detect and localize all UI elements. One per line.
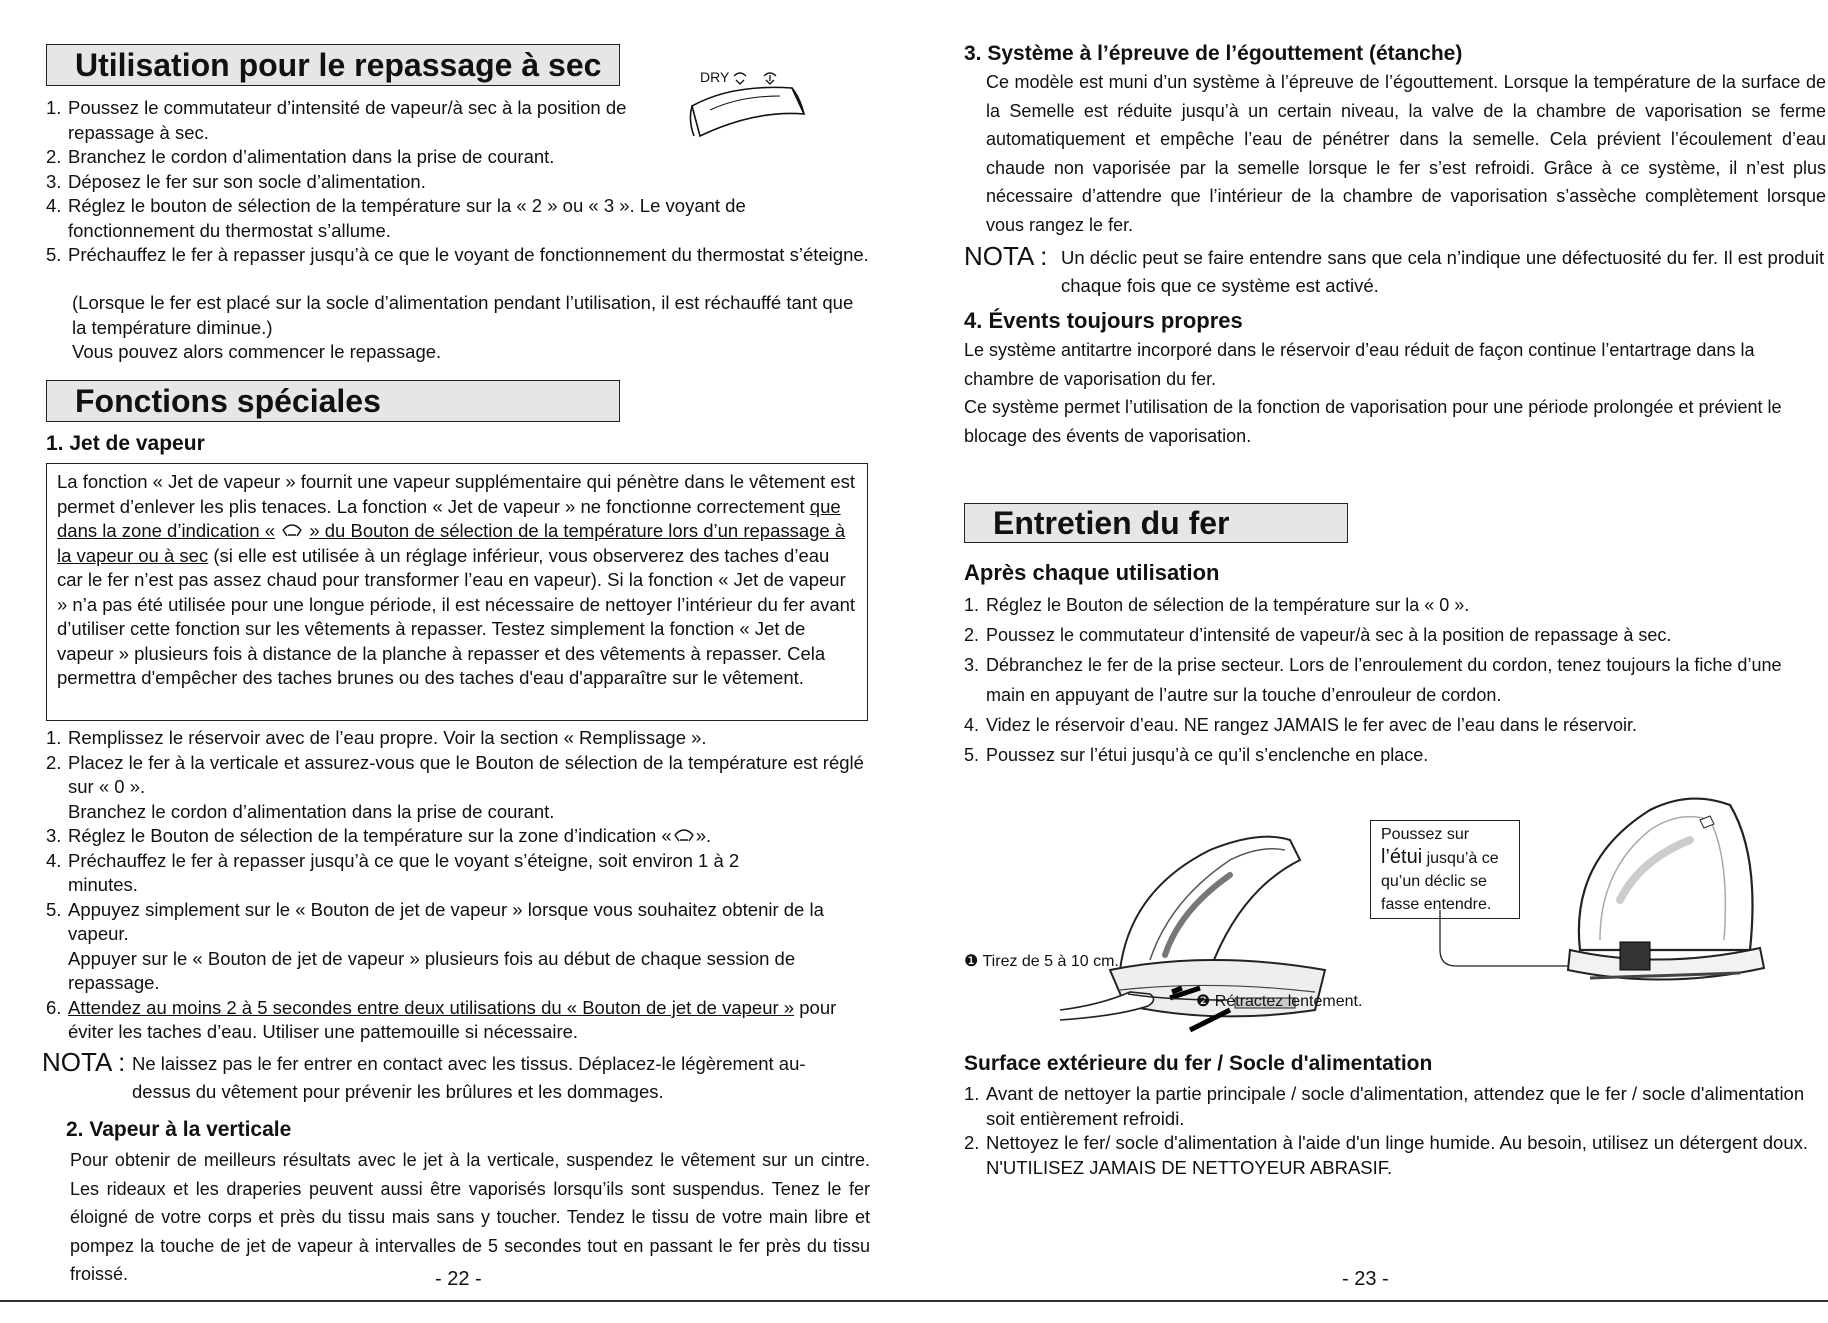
- callout-box: Poussez sur l’étui jusqu’à ce qu’un déclic se fasse entendre.: [1370, 820, 1520, 919]
- subheading-after-use: Après chaque utilisation: [964, 560, 1220, 585]
- list-item: 2. Branchez le cordon d’alimentation dans la prise de courant.: [46, 146, 555, 167]
- dry-dial-illustration: [680, 66, 820, 146]
- nota-label: NOTA :: [964, 241, 1048, 271]
- after-use-steps: [964, 590, 1824, 770]
- list-item: 4. Préchauffez le fer à repasser jusqu’à ce que le voyant s’éteigne, soit environ 1 à 2 minutes.: [46, 849, 740, 895]
- page-right: [950, 0, 1828, 1323]
- list-item: 1. Remplissez le réservoir avec de l’eau propre. Voir la section « Remplissage ».: [46, 727, 707, 748]
- subheading-drip-system: 3. Système à l’épreuve de l’égouttement (étanche): [964, 42, 1463, 65]
- dry-label: DRY: [700, 69, 730, 85]
- page-number-right: - 23 -: [1342, 1268, 1389, 1290]
- list-item: 2. Poussez le commutateur d’intensité de vapeur/à sec à la position de repassage à sec.: [964, 625, 1672, 645]
- list-item: 5. Poussez sur l’étui jusqu’à ce qu’il s’enclenche en place.: [964, 745, 1429, 765]
- vertical-steam-text: Pour obtenir de meilleurs résultats avec le jet à la verticale, suspendez le vêtement sur un cintre. Les rideaux et les draperies peuvent aussi être vaporisés lorsqu’ils sont suspendus. Tenez le fer éloigné de votre corps et près du tissu mais sans y toucher. Tendez le tissu de votre main libre et pompez la touche de jet de vapeur à intervalles de 5 secondes tout en passant le fer près du tissu froissé.: [70, 1150, 870, 1284]
- exterior-steps: [964, 1082, 1824, 1180]
- subheading-exterior: Surface extérieure du fer / Socle d'alimentation: [964, 1052, 1433, 1075]
- list-item: 3. Réglez le Bouton de sélection de la température sur la zone d’indication « ».: [46, 825, 712, 846]
- steam-zone-icon: [280, 523, 304, 539]
- list-item: 2. Nettoyez le fer/ socle d'alimentation à l'aide d'un linge humide. Au besoin, utilisez un détergent doux. N'UTILISEZ JAMAIS DE NETTOYEUR ABRASIF.: [964, 1132, 1809, 1178]
- drip-system-text: Ce modèle est muni d’un système à l’épreuve de l’égouttement. Lorsque la température de la surface de la Semelle est réduite jusqu’à un certain niveau, la valve de la chambre de vaporisation se ferme automatiquement et empêche l’eau de pénétrer dans la semelle. Cela prévient l’écoulement d’eau chaude non vaporisée par la semelle lorsque le fer s’est refroidi. Grâce à ce système, il n’est plus nécessaire d’attendre que l’intérieur de la chambre de vaporisation s’assèche complètement lorsque vous rangez le fer.: [986, 72, 1826, 235]
- list-item: 5. Préchauffez le fer à repasser jusqu’à ce que le voyant de fonctionnement du thermostat s’éteigne.: [46, 244, 869, 265]
- nota-text: Un déclic peut se faire entendre sans que cela n’indique une défectuosité du fer. Il est produit chaque fois que ce système est activé.: [1061, 247, 1825, 296]
- nota-left: [42, 1047, 862, 1106]
- list-item: 4. Videz le réservoir d’eau. NE rangez JAMAIS le fer avec de l’eau dans le réservoir.: [964, 715, 1637, 735]
- subheading-vertical: 2. Vapeur à la verticale: [66, 1118, 292, 1141]
- list-item: 3. Déposez le fer sur son socle d’alimentation.: [46, 170, 426, 192]
- bottom-border: [0, 1300, 1828, 1302]
- dry-steps-list: [46, 96, 869, 268]
- list-item: 1. Réglez le Bouton de sélection de la température sur la « 0 ».: [964, 595, 1470, 615]
- jet-steps-list: [46, 726, 866, 1045]
- list-item: 1. Poussez le commutateur d’intensité de vapeur/à sec à la position de repassage à sec.: [46, 97, 627, 143]
- page-number-left: - 22 -: [435, 1268, 482, 1290]
- list-item: 1. Avant de nettoyer la partie principale / socle d'alimentation, attendez que le fer / socle d'alimentation soit entièrement refroidi.: [964, 1083, 1805, 1129]
- jet-info-box: La fonction « Jet de vapeur » fournit une vapeur supplémentaire qui pénètre dans le vêtement est permet d’enlever les plis tenaces. La fonction « Jet de vapeur » ne fonctionne correctement que dans la zone d’indication « » du Bouton de sélection de la température lors d’un repassage à la vapeur ou à sec (si elle est utilisée à un réglage inférieur, vous observerez des taches d’eau car le fer n’est pas assez chaud pour transformer l’eau en vapeur). Si la fonction « Jet de vapeur » n’a pas été utilisée pour une longue période, il est nécessaire de nettoyer l’intérieur du fer avant d’utiliser cette fonction sur les vêtements à repasser. Testez simplement la fonction « Jet de vapeur » plusieurs fois à distance de la planche à repasser et des vêtements à repasser. Cela permettra d'empêcher des taches brunes ou des taches d'eau d'apparaître sur le vêtement.: [46, 463, 868, 721]
- list-item: Appuyer sur le « Bouton de jet de vapeur » plusieurs fois au début de chaque session de repassage.: [68, 947, 796, 993]
- list-item: 5. Appuyez simplement sur le « Bouton de jet de vapeur » lorsque vous souhaitez obtenir de la vapeur.: [46, 898, 824, 944]
- nota-right: [964, 241, 1826, 300]
- page-left: [0, 0, 900, 1323]
- subheading-jet: 1. Jet de vapeur: [46, 432, 205, 455]
- list-item: 4. Réglez le bouton de sélection de la température sur la « 2 » ou « 3 ». Le voyant de fonctionnement du thermostat s’allume.: [46, 195, 746, 241]
- steam-zone-icon: [672, 828, 696, 844]
- list-item: 6. Attendez au moins 2 à 5 secondes entre deux utilisations du « Bouton de jet de vapeur » pour éviter les taches d’eau. Utiliser une pattemouille si nécessaire.: [46, 996, 837, 1042]
- nota-label: NOTA :: [42, 1047, 126, 1077]
- subheading-clean-vents: 4. Évents toujours propres: [964, 308, 1243, 333]
- dry-note-start: Vous pouvez alors commencer le repassage.: [72, 341, 442, 362]
- iron-case-illustration: [1560, 790, 1770, 1000]
- clean-vents-text-1: Le système antitartre incorporé dans le réservoir d’eau réduit de façon continue l’entartrage dans la chambre de vaporisation du fer.: [964, 340, 1755, 389]
- section-title-dry-ironing: Utilisation pour le repassage à sec: [46, 44, 620, 86]
- list-item: 2. Placez le fer à la verticale et assurez-vous que le Bouton de sélection de la température est réglé sur « 0 ».: [46, 751, 864, 797]
- nota-text: Ne laissez pas le fer entrer en contact avec les tissus. Déplacez-le légèrement au-dessus du vêtement pour prévenir les brûlures et les dommages.: [132, 1053, 806, 1102]
- clean-vents-text-2: Ce système permet l’utilisation de la fonction de vaporisation pour une période prolongée et prévient le blocage des évents de vaporisation.: [964, 397, 1782, 446]
- list-item: Branchez le cordon d’alimentation dans la prise de courant.: [68, 800, 555, 822]
- list-item: 3. Débranchez le fer de la prise secteur. Lors de l’enroulement du cordon, tenez toujours la fiche d’une main en appuyant de l’autre sur la touche d’enrouleur de cordon.: [964, 655, 1782, 705]
- section-title-special-functions: Fonctions spéciales: [46, 380, 620, 422]
- dry-note-paren: (Lorsque le fer est placé sur la socle d’alimentation pendant l’utilisation, il est réchauffé tant que la température diminue.): [72, 292, 854, 338]
- caption-retract: ❷ Rétractez lentement.: [1196, 993, 1363, 1010]
- caption-pull: ❶ Tirez de 5 à 10 cm.: [964, 953, 1119, 970]
- section-title-maintenance: Entretien du fer: [964, 503, 1348, 543]
